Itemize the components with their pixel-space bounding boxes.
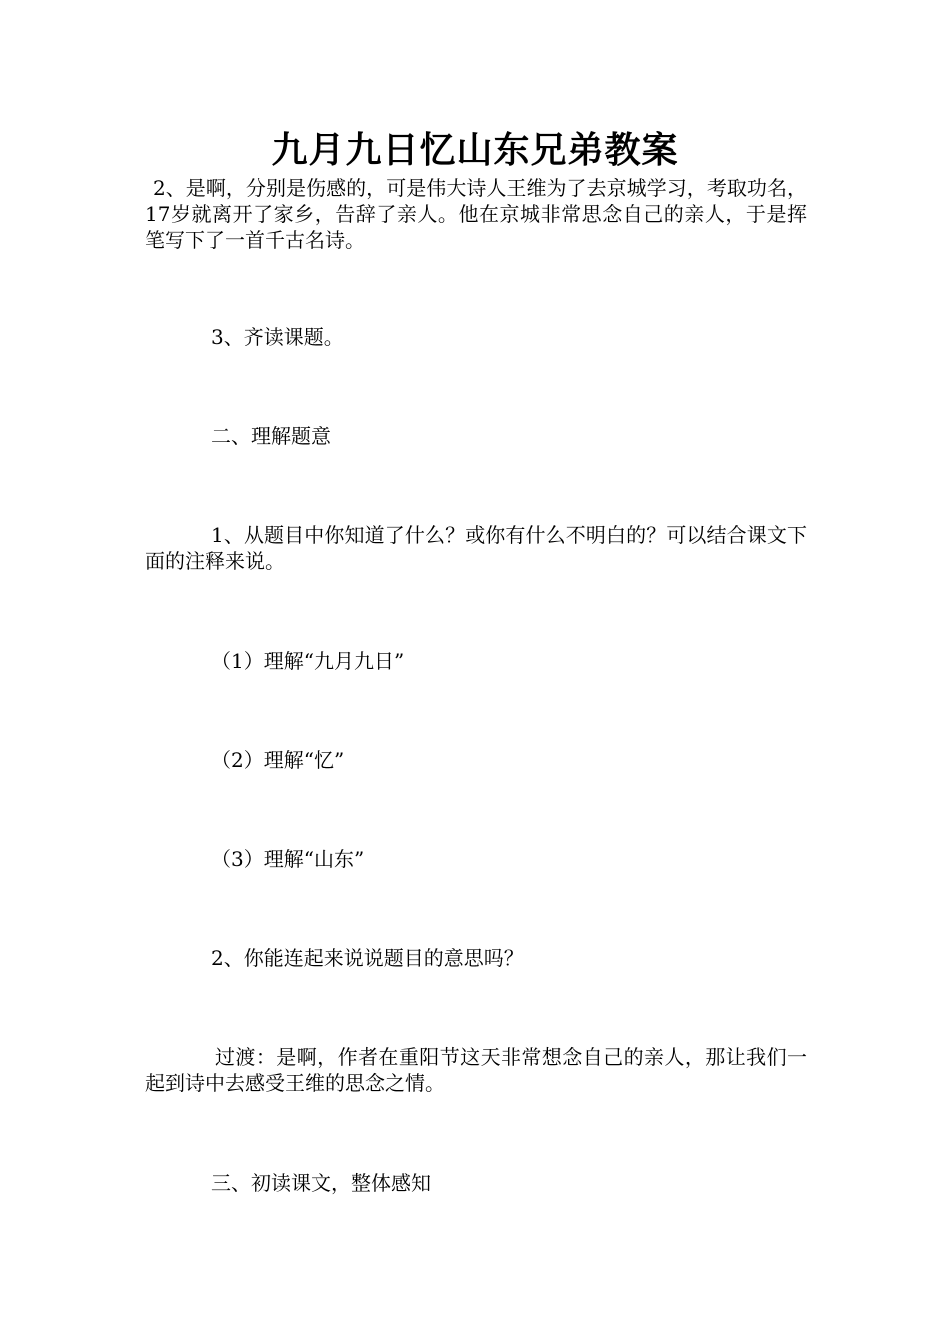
paragraph-transition: 过渡：是啊，作者在重阳节这天非常想念自己的亲人，那让我们一起到诗中去感受王维的思念之情。 [145, 1045, 807, 1095]
paragraph-question-title: 1、从题目中你知道了什么？或你有什么不明白的？可以结合课文下面的注释来说。 [145, 523, 807, 573]
document-title: 九月九日忆山东兄弟教案 [271, 129, 679, 171]
paragraph-read-title: 3、齐读课题。 [211, 325, 344, 349]
paragraph-explain-title: 2、你能连起来说说题目的意思吗？ [211, 946, 524, 970]
list-item-understand-date: （1）理解“九月九日” [211, 649, 405, 673]
list-item-understand-yi: （2）理解“忆” [211, 748, 345, 772]
section-heading-understand-title: 二、理解题意 [211, 424, 331, 448]
paragraph-intro-transition: 2、是啊，分别是伤感的，可是伟大诗人王维为了去京城学习，考取功名，17岁就离开了家乡，告辞了亲人。他在京城非常思念自己的亲人，于是挥笔写下了一首千古名诗。 [145, 176, 807, 252]
list-item-understand-shandong: （3）理解“山东” [211, 847, 365, 871]
section-heading-first-reading: 三、初读课文，整体感知 [211, 1171, 431, 1195]
